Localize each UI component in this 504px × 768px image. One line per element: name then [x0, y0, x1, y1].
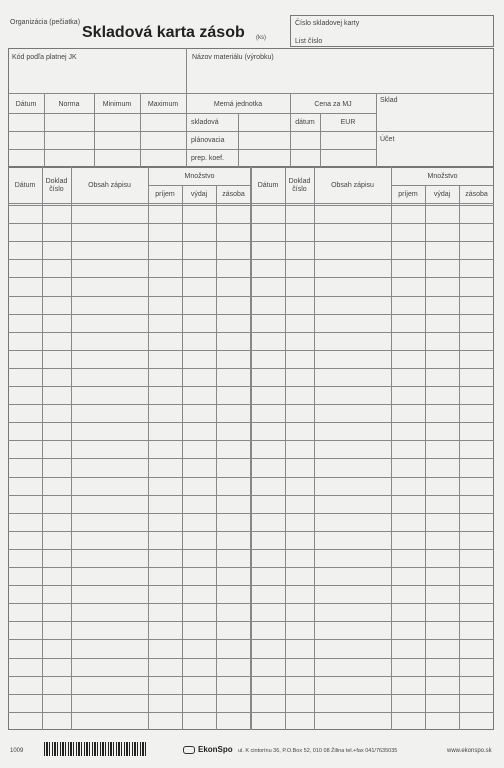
ledger-col-receipt-right: príjem — [398, 191, 418, 198]
card-number-label: Číslo skladovej karty — [295, 20, 360, 27]
ledger-header-line — [8, 205, 494, 206]
table-row — [8, 404, 494, 405]
ledger-qty-split — [391, 185, 494, 186]
ledger-col-date-left: Dátum — [14, 182, 36, 189]
sheet-number-label: List číslo — [295, 38, 323, 45]
unit-planning: plánovacia — [191, 137, 225, 144]
ledger-center-line — [250, 167, 251, 730]
unit-storage: skladová — [191, 119, 219, 126]
ledger-col-content-right: Obsah zápisu — [331, 182, 374, 189]
table-row — [8, 639, 494, 640]
page-title: Skladová karta zásob — [82, 24, 245, 41]
ledger-col-date-right: Dátum — [257, 182, 279, 189]
table-row — [8, 694, 494, 695]
ledger-col-line — [148, 167, 149, 730]
price-currency: EUR — [340, 119, 356, 126]
organization-label: Organizácia (pečiatka) — [10, 19, 81, 26]
ledger-col-line — [285, 167, 286, 730]
table-row — [8, 440, 494, 441]
ledger-header-line — [8, 203, 494, 204]
table-row — [8, 676, 494, 677]
price-date-label: dátum — [295, 119, 315, 126]
table-row — [8, 567, 494, 568]
table-row — [8, 259, 494, 260]
ledger-col-line — [391, 167, 392, 730]
price-header: Cena za MJ — [314, 101, 352, 108]
ledger-col-qty-left: Množstvo — [184, 173, 215, 180]
ledger-col-docnum-right: číslo — [292, 186, 307, 193]
warehouse-label: Sklad — [380, 97, 398, 104]
table-row — [8, 531, 494, 532]
account-label: Účet — [380, 136, 395, 143]
form-number: 1009 — [10, 748, 24, 754]
norms-col-minimum: Minimum — [102, 101, 132, 108]
norms-col-norm: Norma — [58, 101, 80, 108]
table-row — [8, 296, 494, 297]
table-row — [8, 386, 494, 387]
table-row — [8, 223, 494, 224]
table-row — [8, 350, 494, 351]
ledger-col-stock-left: zásoba — [222, 191, 245, 198]
unit-conversion: prep. koef. — [191, 155, 225, 162]
ledger-col-line — [251, 167, 252, 730]
table-row — [8, 621, 494, 622]
ledger-col-line — [314, 167, 315, 730]
table-row — [8, 658, 494, 659]
table-row — [8, 513, 494, 514]
jk-code-label: Kód podľa platnej JK — [12, 54, 77, 61]
norms-col-date: Dátum — [15, 101, 37, 108]
ledger-col-doc-left: Doklad — [45, 178, 68, 185]
table-row — [8, 277, 494, 278]
table-row — [8, 332, 494, 333]
brand-name: EkonSpo — [198, 745, 233, 754]
table-row — [8, 712, 494, 713]
ledger-col-issue-right: výdaj — [433, 191, 451, 198]
table-row — [8, 422, 494, 423]
ledger-col-issue-left: výdaj — [190, 191, 208, 198]
ekonspo-logo-icon — [183, 746, 195, 754]
unit-header: Merná jednotka — [213, 101, 263, 108]
ledger-col-content-left: Obsah zápisu — [88, 182, 131, 189]
table-row — [8, 458, 494, 459]
barcode — [44, 742, 146, 756]
ledger-col-docnum-left: číslo — [49, 186, 64, 193]
ledger-col-line — [71, 167, 72, 730]
table-row — [8, 314, 494, 315]
ledger-col-qty-right: Množstvo — [427, 173, 458, 180]
ledger-col-line — [42, 167, 43, 730]
material-name-label: Názov materiálu (výrobku) — [192, 54, 274, 61]
ledger-col-doc-right: Doklad — [288, 178, 311, 185]
norms-col-maximum: Maximum — [147, 101, 179, 108]
title-unit: (ks) — [256, 35, 266, 41]
table-row — [8, 603, 494, 604]
website: www.ekonspo.sk — [447, 748, 492, 754]
table-row — [8, 585, 494, 586]
table-row — [8, 549, 494, 550]
footer-address: ul. K cintorínu 36, P.O.Box 52, 010 08 Žilina tel.+fax 041/7635035 — [238, 748, 398, 754]
ledger-qty-split — [148, 185, 251, 186]
ledger-col-receipt-left: príjem — [155, 191, 175, 198]
table-row — [8, 368, 494, 369]
table-row — [8, 477, 494, 478]
table-row — [8, 495, 494, 496]
ledger-col-stock-right: zásoba — [465, 191, 488, 198]
table-row — [8, 241, 494, 242]
